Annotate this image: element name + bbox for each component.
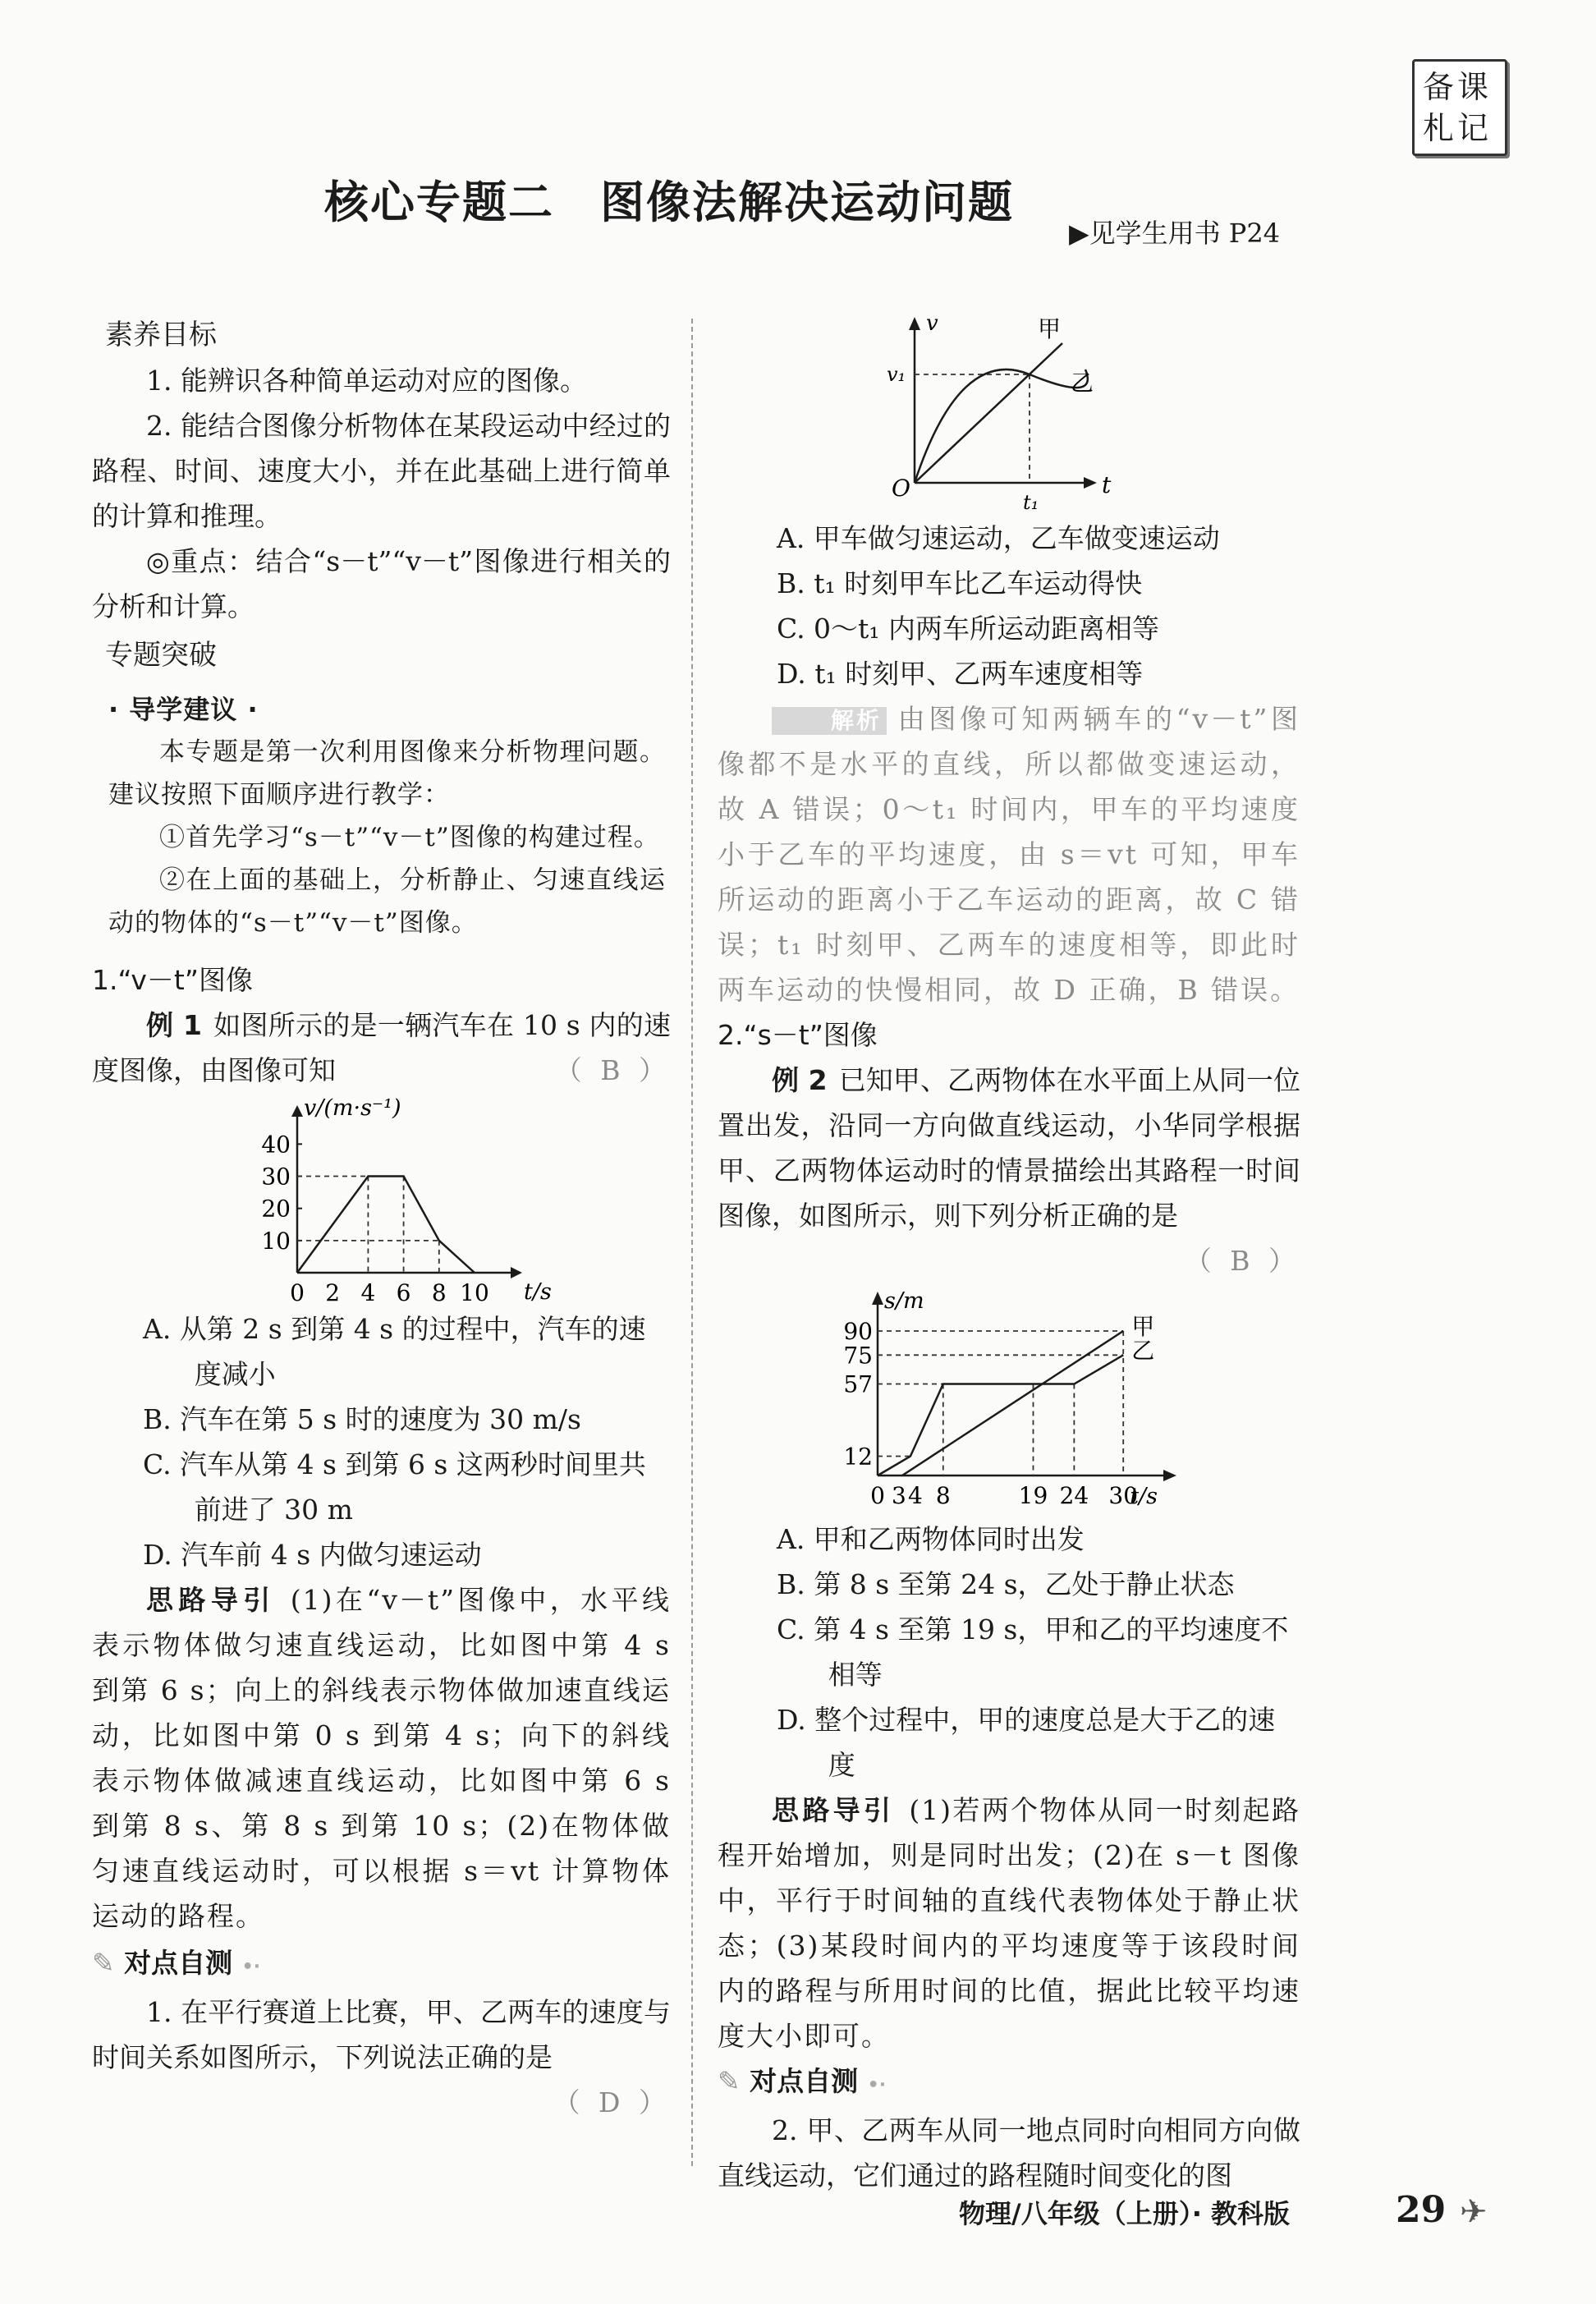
hint-1-text: (1)在“v－t”图像中，水平线表示物体做匀速直线运动，比如图中第 4 s 到第 6 s；向上的斜线表示物体做加速直线运动，比如图中第 0 s 到第 4 s；向下的斜线表示物体做减速直线运动，比如图中第 6 s 到第 8 s、第 8 s 到第 10 s；(2)在物体做匀速直线运动时，可以根据 s＝vt 计算物体运动的路程。 [92,1584,672,1932]
y-axis-arrow [909,317,920,330]
goal-1: 1. 能辨识各种简单运动对应的图像。 [146,365,587,397]
goal-2: 2. 能结合图像分析物体在某段运动中经过的路程、时间、速度大小，并在此基础上进行简单的计算和推理。 [92,410,671,532]
example-2-answer: （ B ） [1184,1245,1300,1277]
x-tick-label: 8 [935,1482,951,1509]
lesson-notes-stamp [1412,59,1507,156]
self-test-heading-text: 对点自测 [124,1947,233,1979]
x-tick-label: 3 [892,1482,906,1509]
x-tick-label: 4 [907,1482,923,1509]
y-tick-label: 40 [261,1131,291,1159]
dots-icon: •· [241,1957,261,1977]
hint-2 [718,1788,1300,2058]
series-jia-label: 甲 [1131,1313,1155,1340]
hint-1-label: 思路导引 [146,1584,276,1616]
example-2-option-d: D. 整个过程中，甲的速度总是大于乙的速度 [777,1704,1276,1781]
page-number: 29 [1396,2189,1447,2231]
reference-text: 见学生用书 P24 [1089,218,1281,249]
pencil-icon: ✎ [92,1947,115,1979]
x-axis-arrow [511,1267,522,1278]
example-1-option-b: B. 汽车在第 5 s 时的速度为 30 m/s [143,1403,581,1435]
question-1-text [92,1990,671,2118]
question-1-option-a: A. 甲车做匀速运动，乙车做变速运动 [777,522,1220,554]
example-2-question [718,1058,1300,1238]
example-1-label: 例 1 [146,1009,202,1041]
page-title: 核心专题二 图像法解决运动问题 [324,177,1014,228]
y-axis-label: s/m [884,1288,924,1314]
y-axis-label: v [926,311,938,336]
velocity-line [297,1177,475,1273]
hint-1 [92,1577,671,1939]
x-tick-label: 19 [1018,1482,1048,1509]
left-column [92,312,671,2125]
example-1-option-d: D. 汽车前 4 s 内做匀速运动 [143,1539,482,1571]
reference-arrow-icon: ▶ [1069,218,1089,249]
question-1-stem: 1. 在平行赛道上比赛，甲、乙两车的速度与时间关系如图所示，下列说法正确的是 [92,1996,671,2073]
example-1-text: 如图所示的是一辆汽车在 10 s 内的速度图像，由图像可知 [92,1009,671,1086]
teaching-guide-p2: ①首先学习“s－t”“v－t”图像的构建过程。 [159,823,660,852]
x-tick-label: 10 [460,1279,489,1306]
pencil-icon: ✎ [718,2065,741,2097]
series-yi-label: 乙 [1131,1337,1155,1365]
self-test-heading-left [92,1940,671,1990]
x-tick-label: 4 [360,1279,376,1306]
y-tick-label: 75 [843,1342,873,1370]
stamp-line-2: 札记 [1423,110,1493,146]
example-1-option-c: C. 汽车从第 4 s 到第 6 s 这两秒时间里共前进了 30 m [143,1448,646,1526]
y-axis-label: v/(m·s⁻¹) [304,1095,401,1121]
key-point: ◎重点：结合“s－t”“v－t”图像进行相关的分析和计算。 [92,545,671,622]
teaching-guide-p3: ②在上面的基础上，分析静止、匀速直线运动的物体的“s－t”“v－t”图像。 [108,865,666,938]
st-chart-example-2 [820,1287,1198,1508]
x-axis-arrow [1084,477,1097,489]
series-yi-curve [915,369,1088,483]
self-test-heading-text: 对点自测 [750,2065,859,2097]
x-tick-label: 2 [325,1279,341,1306]
series-yi-line [878,1355,1123,1476]
teaching-guide-heading: · 导学建议 · [108,694,259,725]
x-axis-label: t [1102,471,1112,498]
example-2-option-c: C. 第 4 s 至第 19 s，甲和乙的平均速度不相等 [777,1613,1289,1691]
x-axis-arrow [1163,1470,1176,1481]
example-2-text: 已知甲、乙两物体在水平面上从同一位置出发，沿同一方向做直线运动，小华同学根据甲、乙两物体运动时的情景描绘出其路程一时间图像，如图所示，则下列分析正确的是 [718,1064,1301,1232]
page-corner-ornament-icon: ✈ [1460,2193,1488,2231]
example-2-option-b: B. 第 8 s 至第 24 s，乙处于静止状态 [777,1568,1235,1600]
breakthrough-heading: 专题突破 [105,639,217,672]
x-tick-label: 0 [290,1279,305,1306]
y-tick-label: 57 [843,1370,873,1398]
y-tick-label: v₁ [887,363,906,386]
section-2-heading: 2.“s－t”图像 [718,1019,878,1051]
student-book-reference [1069,215,1280,251]
question-1-option-b: B. t₁ 时刻甲车比乙车运动得快 [777,567,1143,599]
question-1-option-d: D. t₁ 时刻甲、乙两车速度相等 [777,658,1144,690]
y-tick-label: 12 [843,1443,873,1471]
y-axis-arrow [291,1105,303,1117]
x-tick-label: 0 [870,1482,885,1509]
x-tick-label: 24 [1059,1482,1089,1509]
x-tick-label: 8 [431,1279,447,1306]
right-column [718,312,1300,2198]
x-axis-label: t/s [1130,1484,1158,1509]
footer-book-info: 物理/八年级（上册）· 教科版 [959,2198,1290,2229]
series-jia-line [915,343,1062,483]
hint-2-label: 思路导引 [772,1794,895,1826]
example-1-answer: （ B ） [554,1054,671,1086]
section-1-heading: 1.“v－t”图像 [92,964,253,996]
y-tick-label: 20 [261,1195,291,1223]
vt-chart-question-1 [882,311,1112,514]
example-2-option-a: A. 甲和乙两物体同时出发 [777,1523,1085,1555]
analysis [718,696,1300,1012]
analysis-badge: 解析 [772,707,887,735]
x-tick-label: 30 [1108,1482,1139,1509]
y-axis-arrow [872,1292,883,1305]
x-tick-label: t₁ [1023,491,1039,514]
y-tick-label: 90 [843,1318,873,1345]
x-tick-label: 6 [396,1279,411,1306]
stamp-line-1: 备课 [1423,69,1493,105]
analysis-text: 由图像可知两辆车的“v－t”图像都不是水平的直线，所以都做变速运动，故 A 错误；0～t₁ 时间内，甲车的平均速度小于乙车的平均速度，由 s＝vt 可知，甲车所运动的距离小于乙车运动的距离，故 C 错误；t₁ 时刻甲、乙两车的速度相等，即此时两车运动的快慢相同，故 D 正确，B 错误。 [718,703,1300,1006]
hint-2-text: (1)若两个物体从同一时刻起路程开始增加，则是同时出发；(2)在 s－t 图像中，平行于时间轴的直线代表物体处于静止状态；(3)某段时间内的平均速度等于该段时间内的路程与所用时间的比值，据此比较平均速度大小即可。 [718,1794,1300,2052]
dots-icon: •· [867,2075,887,2095]
x-axis-label: t/s [524,1279,552,1305]
series-yi-label: 乙 [1071,369,1094,397]
column-divider [691,319,693,2166]
goals-heading: 素养目标 [105,319,217,351]
question-2-text: 2. 甲、乙两车从同一地点同时向相同方向做直线运动，它们通过的路程随时间变化的图 [718,2114,1300,2192]
question-1-option-c: C. 0～t₁ 内两车所运动距离相等 [777,613,1160,645]
example-2-label: 例 2 [772,1064,828,1096]
example-1-option-a: A. 从第 2 s 到第 4 s 的过程中，汽车的速度减小 [143,1313,646,1390]
vt-chart-example-1 [240,1095,552,1306]
origin-label: O [892,475,910,502]
teaching-guide-box [103,686,671,951]
series-jia-label: 甲 [1038,315,1062,342]
teaching-guide-p1: 本专题是第一次利用图像来分析物理问题。建议按照下面顺序进行教学： [108,737,666,810]
self-test-heading-right [718,2058,1300,2108]
y-tick-label: 30 [261,1163,291,1191]
y-tick-label: 10 [261,1227,291,1255]
question-1-answer: （ D ） [553,2086,671,2118]
